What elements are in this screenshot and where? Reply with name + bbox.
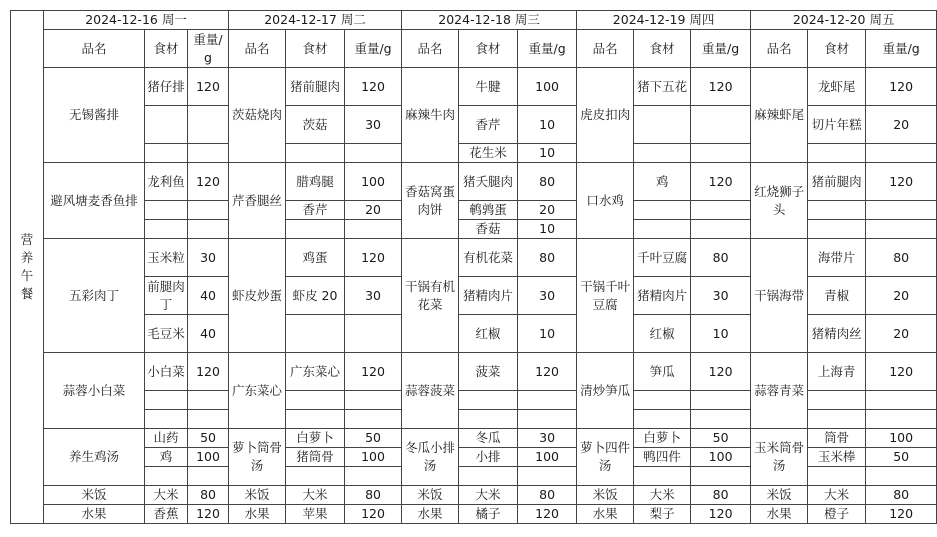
ingredient-cell: 龙虾尾 — [808, 68, 866, 106]
weight-cell: 120 — [866, 68, 937, 106]
weight-cell: 30 — [518, 277, 577, 315]
weight-cell — [188, 144, 229, 163]
ingredient-cell: 虾皮 20 — [286, 277, 345, 315]
weight-cell — [345, 410, 402, 429]
ingredient-cell — [634, 220, 691, 239]
dish-header: 品名 — [402, 30, 459, 68]
dish-name: 干锅千叶豆腐 — [577, 239, 634, 353]
weight-header: 重量/g — [691, 30, 751, 68]
ingredient-cell: 上海青 — [808, 353, 866, 391]
weight-cell: 10 — [518, 144, 577, 163]
weight-cell: 120 — [188, 353, 229, 391]
weight-cell: 80 — [518, 163, 577, 201]
weight-header: 重量/g — [188, 30, 229, 68]
day-date-3: 2024-12-18 周三 — [402, 11, 577, 30]
weight-cell: 100 — [188, 448, 229, 467]
ingredient-cell: 前腿肉丁 — [145, 277, 188, 315]
ingredient-cell: 鸡蛋 — [286, 239, 345, 277]
menu-row — [11, 68, 937, 106]
weight-cell: 100 — [345, 163, 402, 201]
ingredient-cell — [459, 410, 518, 429]
weight-header: 重量/g — [345, 30, 402, 68]
weight-cell: 30 — [691, 277, 751, 315]
weight-cell — [345, 144, 402, 163]
weight-cell: 120 — [866, 353, 937, 391]
weight-cell: 100 — [518, 448, 577, 467]
ingredient-cell: 鸡 — [145, 448, 188, 467]
dish-name: 养生鸡汤 — [44, 429, 145, 486]
weight-cell: 40 — [188, 277, 229, 315]
dish-name: 广东菜心 — [229, 353, 286, 429]
ingredient-cell: 猪精肉片 — [634, 277, 691, 315]
ingredient-cell: 香芹 — [459, 106, 518, 144]
day-date-5: 2024-12-20 周五 — [751, 11, 937, 30]
ingredient-cell: 茨菇 — [286, 106, 345, 144]
weight-cell: 20 — [866, 315, 937, 353]
ingredient-cell: 猪精肉丝 — [808, 315, 866, 353]
weight-cell — [345, 220, 402, 239]
ingredient-cell: 广东菜心 — [286, 353, 345, 391]
menu-row — [11, 486, 937, 505]
column-header-row — [11, 30, 937, 68]
ingredient-header: 食材 — [286, 30, 345, 68]
weight-cell — [866, 220, 937, 239]
ingredient-cell — [634, 391, 691, 410]
ingredient-cell: 玉米粒 — [145, 239, 188, 277]
ingredient-cell: 猪前腿肉 — [808, 163, 866, 201]
ingredient-cell: 香芹 — [286, 201, 345, 220]
ingredient-cell — [286, 391, 345, 410]
dish-name: 清炒笋瓜 — [577, 353, 634, 429]
ingredient-cell — [634, 106, 691, 144]
dish-header: 品名 — [44, 30, 145, 68]
weight-cell: 100 — [345, 448, 402, 467]
ingredient-cell — [459, 391, 518, 410]
menu-row — [11, 239, 937, 277]
ingredient-cell — [145, 220, 188, 239]
ingredient-cell — [808, 467, 866, 486]
section-label: 营养午餐 — [20, 232, 34, 301]
weight-cell — [691, 201, 751, 220]
ingredient-cell — [459, 467, 518, 486]
date-header-row — [11, 11, 937, 30]
weight-cell: 50 — [345, 429, 402, 448]
weight-cell: 120 — [691, 505, 751, 524]
menu-row — [11, 163, 937, 201]
weight-header: 重量/g — [518, 30, 577, 68]
ingredient-header: 食材 — [808, 30, 866, 68]
ingredient-cell: 大米 — [145, 486, 188, 505]
ingredient-cell: 猪仔排 — [145, 68, 188, 106]
ingredient-cell — [145, 201, 188, 220]
weight-cell: 50 — [866, 448, 937, 467]
ingredient-cell: 白萝卜 — [286, 429, 345, 448]
weight-cell — [866, 201, 937, 220]
ingredient-cell — [634, 410, 691, 429]
weight-cell: 50 — [188, 429, 229, 448]
weight-cell — [188, 391, 229, 410]
dish-name: 避风塘麦香鱼排 — [44, 163, 145, 239]
ingredient-cell — [145, 391, 188, 410]
weight-cell — [691, 467, 751, 486]
weight-cell: 120 — [518, 353, 577, 391]
dish-name: 冬瓜小排汤 — [402, 429, 459, 486]
ingredient-cell: 梨子 — [634, 505, 691, 524]
ingredient-cell — [145, 410, 188, 429]
weight-cell: 80 — [518, 486, 577, 505]
ingredient-cell: 筒骨 — [808, 429, 866, 448]
weight-cell — [188, 106, 229, 144]
ingredient-cell — [634, 144, 691, 163]
ingredient-cell: 猪前腿肉 — [286, 68, 345, 106]
ingredient-header: 食材 — [145, 30, 188, 68]
weight-cell: 80 — [518, 239, 577, 277]
menu-row — [11, 353, 937, 391]
weight-cell: 120 — [866, 505, 937, 524]
weight-cell: 120 — [691, 353, 751, 391]
dish-name: 萝卜四件汤 — [577, 429, 634, 486]
weight-cell: 20 — [518, 201, 577, 220]
dish-name: 水果 — [751, 505, 808, 524]
dish-header: 品名 — [229, 30, 286, 68]
weight-cell: 20 — [866, 277, 937, 315]
weight-cell: 100 — [518, 68, 577, 106]
dish-name: 干锅海带 — [751, 239, 808, 353]
ingredient-cell — [286, 220, 345, 239]
ingredient-cell: 白萝卜 — [634, 429, 691, 448]
weight-cell: 120 — [345, 505, 402, 524]
weight-cell: 20 — [345, 201, 402, 220]
ingredient-cell: 大米 — [286, 486, 345, 505]
dish-name: 麻辣虾尾 — [751, 68, 808, 163]
dish-name: 干锅有机花菜 — [402, 239, 459, 353]
weight-cell: 120 — [691, 163, 751, 201]
ingredient-header: 食材 — [634, 30, 691, 68]
dish-name: 米饭 — [402, 486, 459, 505]
ingredient-cell: 猪夭腿肉 — [459, 163, 518, 201]
weight-cell — [866, 144, 937, 163]
weight-cell — [691, 410, 751, 429]
dish-name: 蒜蓉青菜 — [751, 353, 808, 429]
dish-name: 蒜蓉小白菜 — [44, 353, 145, 429]
ingredient-cell: 山药 — [145, 429, 188, 448]
ingredient-cell: 香菇 — [459, 220, 518, 239]
weight-cell — [188, 220, 229, 239]
ingredient-cell: 青椒 — [808, 277, 866, 315]
weight-cell: 10 — [691, 315, 751, 353]
dish-name: 米饭 — [577, 486, 634, 505]
ingredient-cell: 花生米 — [459, 144, 518, 163]
dish-name: 米饭 — [751, 486, 808, 505]
ingredient-cell — [634, 201, 691, 220]
weight-cell: 120 — [188, 505, 229, 524]
weight-cell: 100 — [866, 429, 937, 448]
dish-header: 品名 — [577, 30, 634, 68]
section-label-cell — [11, 11, 44, 524]
weight-cell: 80 — [691, 239, 751, 277]
ingredient-cell: 冬瓜 — [459, 429, 518, 448]
weight-cell: 30 — [188, 239, 229, 277]
weight-cell: 120 — [345, 68, 402, 106]
weight-cell — [691, 106, 751, 144]
weight-cell: 20 — [866, 106, 937, 144]
ingredient-cell: 小排 — [459, 448, 518, 467]
ingredient-cell: 笋瓜 — [634, 353, 691, 391]
ingredient-cell: 红椒 — [459, 315, 518, 353]
ingredient-cell: 橘子 — [459, 505, 518, 524]
ingredient-cell — [808, 410, 866, 429]
ingredient-cell — [145, 106, 188, 144]
weight-cell: 50 — [691, 429, 751, 448]
ingredient-cell — [634, 467, 691, 486]
dish-name: 水果 — [402, 505, 459, 524]
ingredient-cell — [286, 315, 345, 353]
ingredient-cell — [808, 201, 866, 220]
weight-cell: 120 — [691, 68, 751, 106]
dish-header: 品名 — [751, 30, 808, 68]
weight-cell — [518, 410, 577, 429]
weight-cell: 120 — [188, 68, 229, 106]
menu-row — [11, 505, 937, 524]
day-date-1: 2024-12-16 周一 — [44, 11, 229, 30]
weight-cell: 30 — [518, 429, 577, 448]
weight-cell: 80 — [691, 486, 751, 505]
ingredient-cell: 猪精肉片 — [459, 277, 518, 315]
weight-cell — [518, 467, 577, 486]
ingredient-header: 食材 — [459, 30, 518, 68]
weight-cell: 120 — [345, 353, 402, 391]
ingredient-cell: 菠菜 — [459, 353, 518, 391]
ingredient-cell: 香蕉 — [145, 505, 188, 524]
weight-cell — [866, 391, 937, 410]
weight-cell — [866, 410, 937, 429]
dish-name: 无锡酱排 — [44, 68, 145, 163]
ingredient-cell — [286, 144, 345, 163]
ingredient-cell — [286, 410, 345, 429]
weight-cell — [345, 391, 402, 410]
dish-name: 米饭 — [44, 486, 145, 505]
dish-name: 芹香腿丝 — [229, 163, 286, 239]
dish-name: 茨菇烧肉 — [229, 68, 286, 163]
dish-name: 水果 — [577, 505, 634, 524]
dish-name: 香菇窝蛋肉饼 — [402, 163, 459, 239]
ingredient-cell: 鸭四件 — [634, 448, 691, 467]
ingredient-cell: 玉米棒 — [808, 448, 866, 467]
weight-cell — [691, 391, 751, 410]
ingredient-cell: 毛豆米 — [145, 315, 188, 353]
weight-cell — [188, 201, 229, 220]
weight-cell — [866, 467, 937, 486]
dish-name: 米饭 — [229, 486, 286, 505]
dish-name: 蒜蓉菠菜 — [402, 353, 459, 429]
weight-cell — [518, 391, 577, 410]
weight-cell: 80 — [866, 239, 937, 277]
weight-cell: 100 — [691, 448, 751, 467]
ingredient-cell — [808, 220, 866, 239]
dish-name: 萝卜筒骨汤 — [229, 429, 286, 486]
ingredient-cell: 大米 — [459, 486, 518, 505]
ingredient-cell: 千叶豆腐 — [634, 239, 691, 277]
ingredient-cell — [145, 144, 188, 163]
weight-cell: 30 — [345, 277, 402, 315]
dish-name: 虾皮炒蛋 — [229, 239, 286, 353]
weight-cell: 10 — [518, 315, 577, 353]
ingredient-cell: 鹌鹑蛋 — [459, 201, 518, 220]
ingredient-cell: 海带片 — [808, 239, 866, 277]
weight-cell — [345, 315, 402, 353]
ingredient-cell: 鸡 — [634, 163, 691, 201]
ingredient-cell: 腊鸡腿 — [286, 163, 345, 201]
dish-name: 口水鸡 — [577, 163, 634, 239]
weight-cell — [691, 144, 751, 163]
ingredient-cell: 苹果 — [286, 505, 345, 524]
day-date-2: 2024-12-17 周二 — [229, 11, 402, 30]
menu-row — [11, 429, 937, 448]
weight-cell: 120 — [345, 239, 402, 277]
ingredient-cell: 有机花菜 — [459, 239, 518, 277]
ingredient-cell: 切片年糕 — [808, 106, 866, 144]
weight-cell: 30 — [345, 106, 402, 144]
weight-cell: 120 — [518, 505, 577, 524]
dish-name: 虎皮扣肉 — [577, 68, 634, 163]
ingredient-cell — [808, 391, 866, 410]
weight-cell — [188, 467, 229, 486]
ingredient-cell — [145, 467, 188, 486]
weight-cell: 10 — [518, 220, 577, 239]
dish-name: 五彩肉丁 — [44, 239, 145, 353]
dish-name: 红烧狮子头 — [751, 163, 808, 239]
weight-cell — [345, 467, 402, 486]
weight-cell: 80 — [188, 486, 229, 505]
ingredient-cell — [808, 144, 866, 163]
ingredient-cell: 龙利鱼 — [145, 163, 188, 201]
weight-cell: 120 — [866, 163, 937, 201]
weight-header: 重量/g — [866, 30, 937, 68]
ingredient-cell: 橙子 — [808, 505, 866, 524]
dish-name: 麻辣牛肉 — [402, 68, 459, 163]
ingredient-cell: 猪下五花 — [634, 68, 691, 106]
weight-cell: 80 — [345, 486, 402, 505]
weight-cell — [691, 220, 751, 239]
ingredient-cell: 牛腱 — [459, 68, 518, 106]
ingredient-cell: 猪筒骨 — [286, 448, 345, 467]
ingredient-cell: 红椒 — [634, 315, 691, 353]
dish-name: 玉米筒骨汤 — [751, 429, 808, 486]
ingredient-cell: 小白菜 — [145, 353, 188, 391]
weight-cell: 10 — [518, 106, 577, 144]
weight-cell — [188, 410, 229, 429]
weight-cell: 40 — [188, 315, 229, 353]
lunch-menu-table — [10, 10, 937, 524]
dish-name: 水果 — [229, 505, 286, 524]
ingredient-cell: 大米 — [808, 486, 866, 505]
dish-name: 水果 — [44, 505, 145, 524]
weight-cell: 120 — [188, 163, 229, 201]
weight-cell: 80 — [866, 486, 937, 505]
day-date-4: 2024-12-19 周四 — [577, 11, 751, 30]
ingredient-cell — [286, 467, 345, 486]
ingredient-cell: 大米 — [634, 486, 691, 505]
